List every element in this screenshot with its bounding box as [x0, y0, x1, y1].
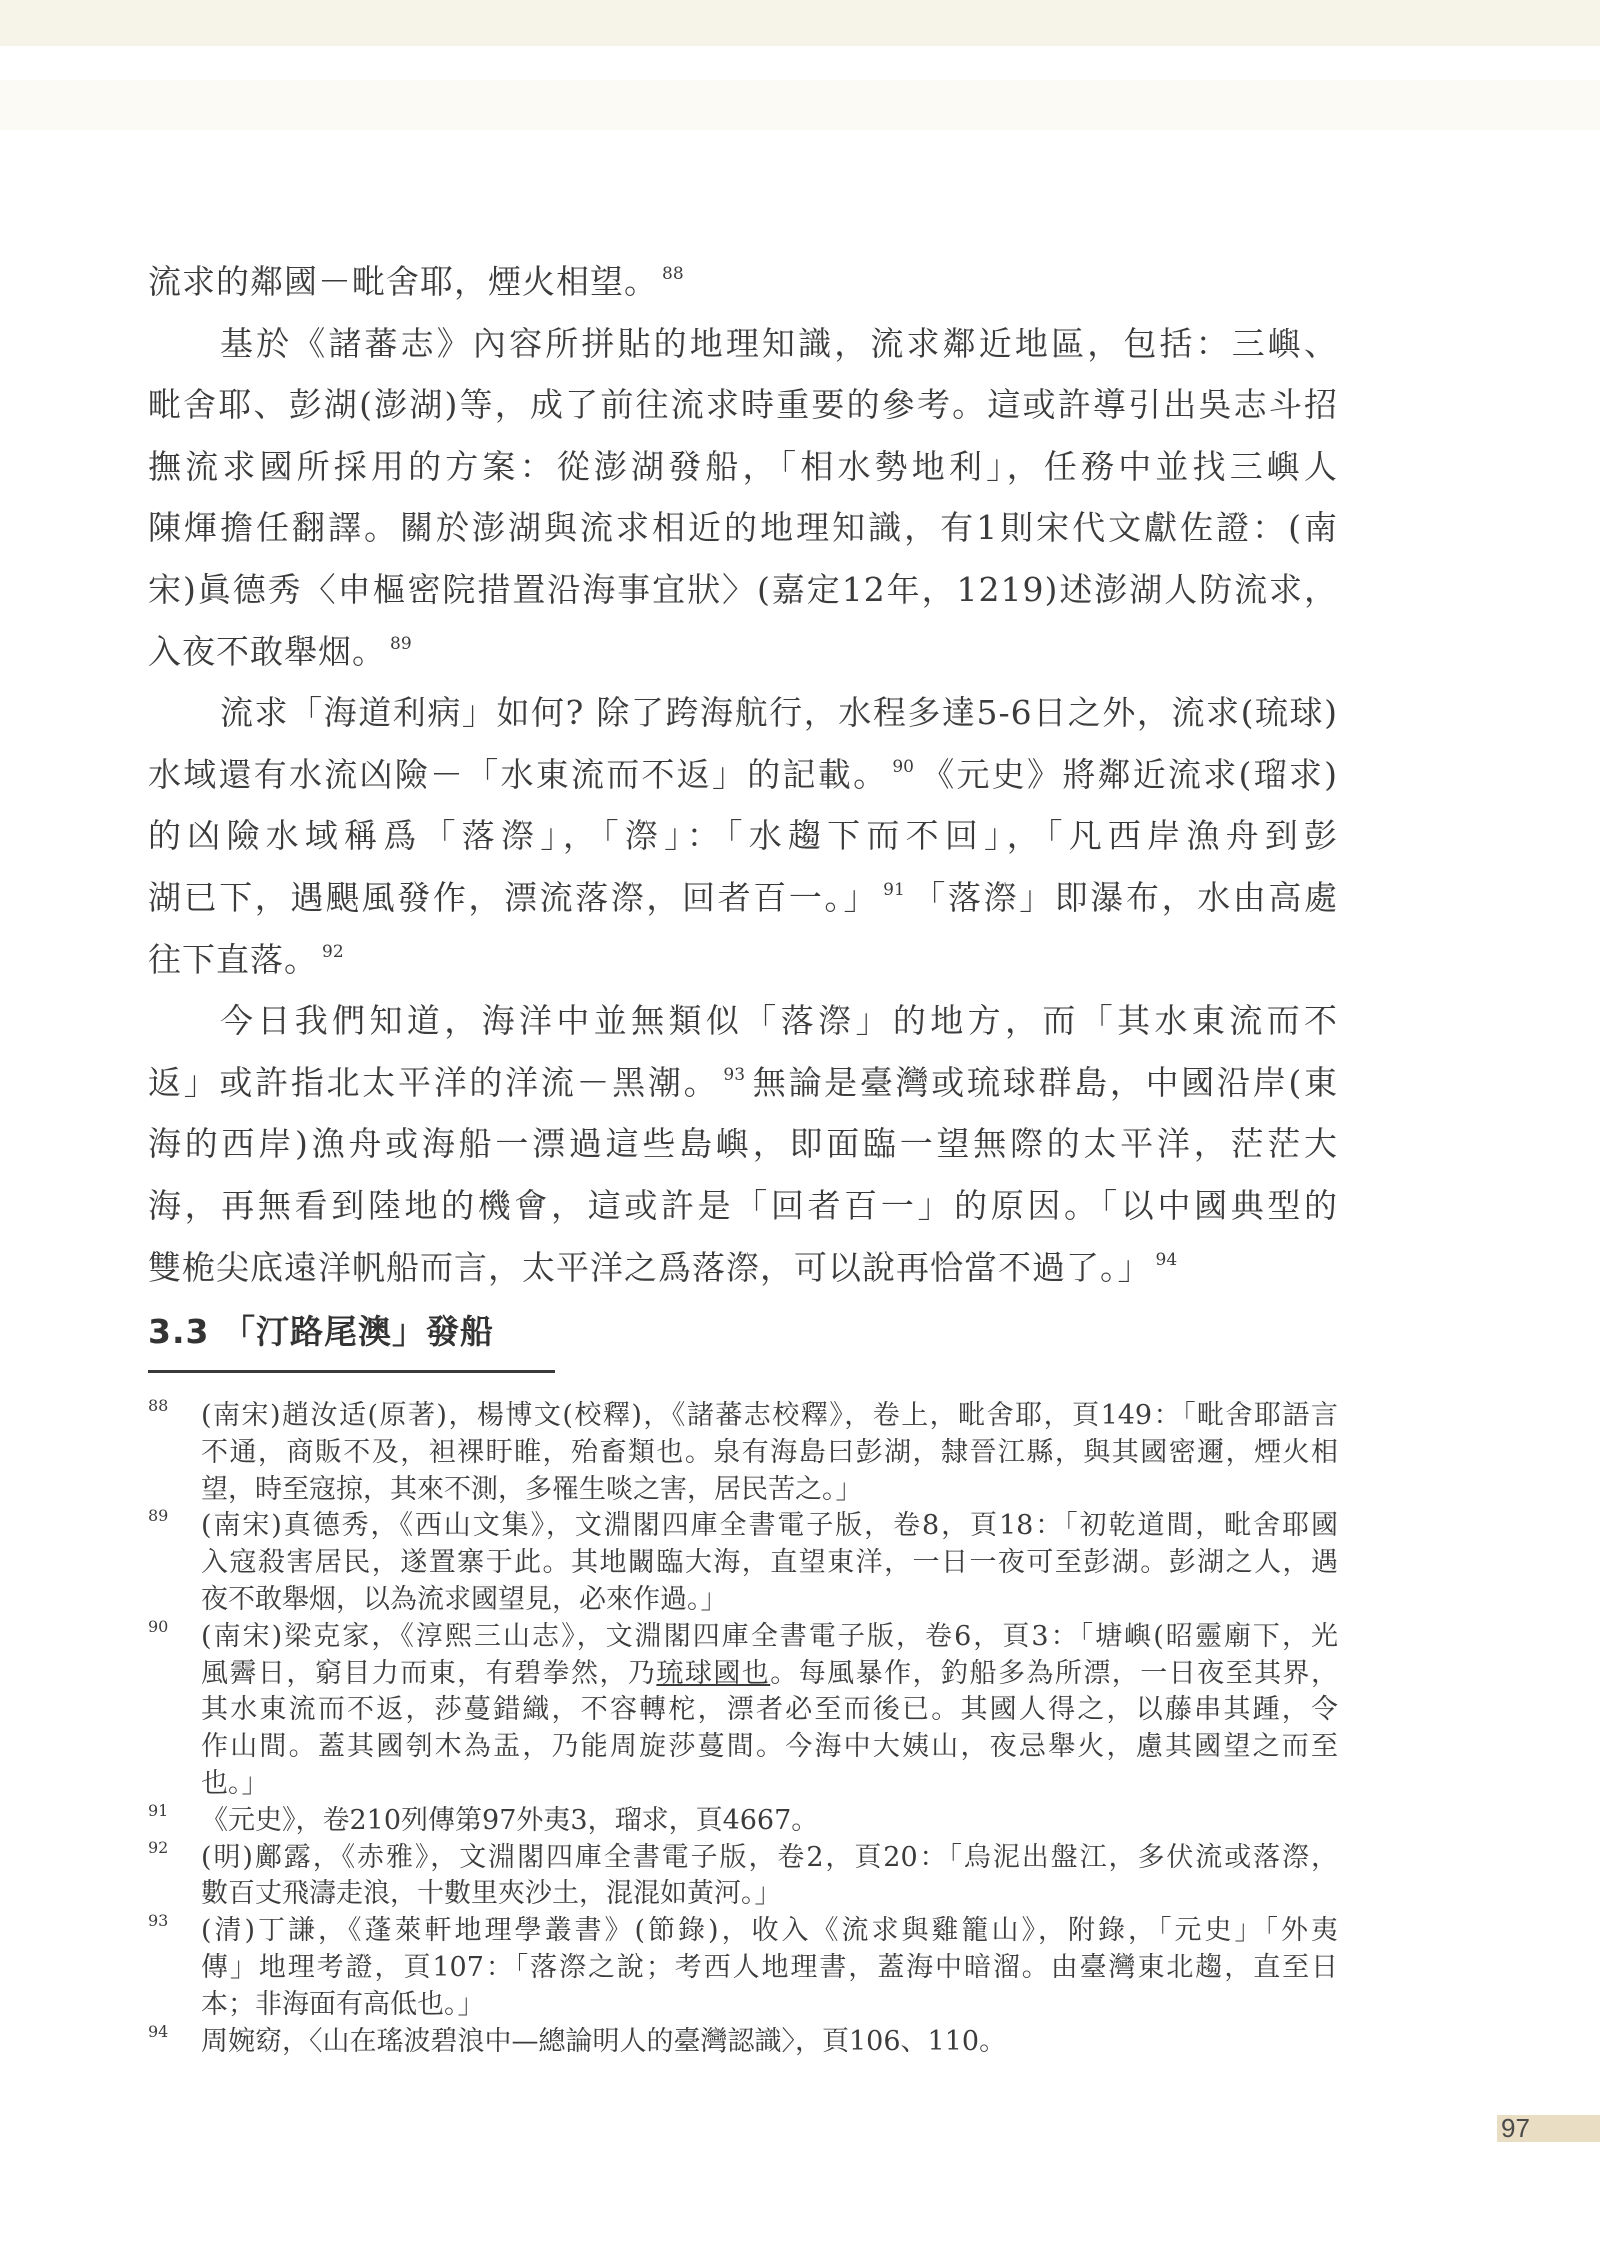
footnote-number: 93 [148, 1911, 169, 1931]
text-run: 。每風暴作，釣船多為所漂，一日夜至其界， [770, 1657, 1339, 1689]
footnote [148, 2021, 1338, 2061]
text-run: 本；非海面有高低也。」 [201, 1988, 485, 2020]
paragraph [148, 682, 1338, 990]
text-line [148, 682, 1338, 744]
text-run: 傳」地理考證，頁107：「落漈之說；考西人地理書，蓋海中暗溜。由臺灣東北趨，直至日 [201, 1951, 1338, 1983]
footnote-line [201, 1840, 1338, 1877]
underlined-text: 琉球國也 [656, 1657, 771, 1689]
footnote-ref[interactable]: 92 [322, 941, 344, 962]
text-run: 毗舍耶、彭湖(澎湖)等，成了前往流求時重要的參考。這或許導引出吳志斗招 [148, 385, 1338, 425]
text-line [148, 1052, 1338, 1114]
section-heading: 3.3 「汀路尾澳」發船 [148, 1312, 494, 1351]
scan-top-band [0, 0, 1600, 46]
text-run: 入寇殺害居民，遂置寨于此。其地闞臨大海，直望東洋，一日一夜可至彭湖。彭湖之人，遇 [201, 1547, 1338, 1579]
footnote [148, 1398, 1338, 1508]
text-run: 往下直落。 [148, 939, 318, 979]
text-run: 夜不敢舉烟，以為流求國望見，必來作過。」 [201, 1583, 728, 1615]
page-number: 97 [1497, 2115, 1600, 2142]
text-line [148, 744, 1338, 806]
footnote [148, 1508, 1338, 1618]
text-run: 作山間。蓋其國刳木為盂，乃能周旋莎蔓間。今海中大姨山，夜忌舉火，慮其國望之而至 [201, 1731, 1338, 1763]
footnote-line [201, 1656, 1338, 1693]
footnote-line [201, 1582, 1338, 1619]
footnote-line [201, 1619, 1338, 1656]
paragraph [148, 313, 1338, 683]
text-run: 海，再無看到陸地的機會，這或許是「回者百一」的原因。「以中國典型的 [148, 1185, 1338, 1225]
text-run: 無論是臺灣或琉球群島，中國沿岸(東 [751, 1062, 1339, 1102]
paragraph [148, 990, 1338, 1298]
text-run: 基於《諸蕃志》內容所拼貼的地理知識，流求鄰近地區，包括：三嶼、 [220, 323, 1338, 363]
text-run: 望，時至寇掠，其來不測，多罹生啖之害，居民苦之。」 [201, 1473, 863, 1505]
text-line [148, 1237, 1338, 1299]
scan-bleed-band [0, 80, 1600, 130]
footnote-line [201, 1472, 1338, 1509]
footnote-line [201, 1398, 1338, 1435]
text-line [148, 805, 1338, 867]
text-line [148, 559, 1338, 621]
footnote-number: 90 [148, 1616, 169, 1636]
footnote-ref[interactable]: 88 [662, 264, 684, 284]
text-line [148, 867, 1338, 929]
footnote-number: 94 [148, 2021, 169, 2041]
text-run: 流求「海道利病」如何? 除了跨海航行，水程多達5-6日之外，流求(琉球) [220, 693, 1338, 733]
footnote-line [201, 1913, 1338, 1950]
footnote-ref[interactable]: 90 [892, 756, 914, 777]
footnote-line [201, 1803, 1338, 1840]
text-run: 《元史》將鄰近流求(瑠求) [919, 754, 1339, 794]
footnote [148, 1913, 1338, 2023]
text-line [148, 313, 1338, 375]
text-run: (明)鄺露，《赤雅》，文淵閣四庫全書電子版，卷2，頁20：「烏泥出盤江，多伏流或落漈， [201, 1841, 1338, 1873]
text-run: (南宋)趙汝适(原著)，楊博文(校釋)，《諸蕃志校釋》，卷上，毗舍耶，頁149：「毗舍耶語言 [201, 1400, 1338, 1431]
footnote-line [201, 1876, 1338, 1913]
text-line [148, 1113, 1338, 1175]
footnote-line [201, 1987, 1338, 2024]
text-run: 入夜不敢舉烟。 [148, 631, 386, 671]
footnote-number: 91 [148, 1800, 169, 1820]
footnote-ref[interactable]: 89 [390, 633, 412, 654]
footnote-ref[interactable]: 91 [883, 879, 905, 900]
text-line [148, 497, 1338, 559]
footnote-line [201, 1766, 1338, 1803]
footnote-line [201, 2024, 1338, 2061]
text-run: 也。」 [201, 1767, 269, 1799]
text-run: 其水東流而不返，莎蔓錯織，不容轉柁，漂者必至而後已。其國人得之，以藤串其踵，令 [201, 1694, 1338, 1726]
footnote [148, 1837, 1338, 1914]
footnote-ref[interactable]: 93 [723, 1064, 746, 1085]
text-run: 周婉窈，〈山在瑤波碧浪中—總論明人的臺灣認識〉，頁106、110。 [201, 2025, 1007, 2057]
footnote-line [201, 1692, 1338, 1729]
heading-underline [148, 1370, 555, 1373]
text-run: 水域還有水流凶險－「水東流而不返」的記載。 [148, 754, 889, 794]
text-run: 「落漈」即瀑布，水由高處 [910, 877, 1339, 917]
text-run: 風霽日，窮目力而東，有碧拳然，乃 [201, 1657, 657, 1689]
footnote-line [201, 1508, 1338, 1545]
text-run: 湖已下，遇颶風發作，漂流落漈，回者百一。」 [148, 877, 880, 917]
footnote [148, 1616, 1339, 1803]
text-run: (南宋)梁克家，《淳熙三山志》，文淵閣四庫全書電子版，卷6，頁3：「塘嶼(昭靈廟下，光 [201, 1620, 1338, 1652]
text-line [148, 436, 1338, 498]
footnote-line [201, 1729, 1338, 1766]
footnote-number: 92 [148, 1837, 169, 1857]
footnote-line [201, 1435, 1338, 1472]
text-run: 宋)眞德秀〈申樞密院措置沿海事宜狀〉(嘉定12年，1219)述澎湖人防流求， [148, 569, 1338, 609]
text-line [148, 1175, 1338, 1237]
text-line [148, 621, 1338, 683]
paragraph [148, 251, 1338, 313]
text-run: 陳煇擔任翻譯。關於澎湖與流求相近的地理知識，有1則宋代文獻佐證：(南 [148, 508, 1338, 548]
footnotes [148, 1398, 1338, 2060]
text-run: (南宋)真德秀，《西山文集》，文淵閣四庫全書電子版，卷8，頁18：「初乾道間，毗舍耶國 [201, 1510, 1338, 1542]
text-run: 的凶險水域稱爲「落漈」，「漈」：「水趨下而不回」，「凡西岸漁舟到彭 [148, 816, 1338, 856]
text-run: 撫流求國所採用的方案：從澎湖發船，「相水勢地利」，任務中並找三嶼人 [148, 446, 1338, 486]
body-text [148, 251, 1338, 1298]
footnote-line [201, 1545, 1338, 1582]
footnote-ref[interactable]: 94 [1155, 1249, 1178, 1270]
text-run: 流求的鄰國－毗舍耶，煙火相望。 [148, 262, 658, 301]
text-run: (清)丁謙，《蓬萊軒地理學叢書》(節錄)，收入《流求與雞籠山》，附錄，「元史」「外夷 [201, 1915, 1338, 1947]
text-run: 海的西岸)漁舟或海船一漂過這些島嶼，即面臨一望無際的太平洋，茫茫大 [148, 1124, 1338, 1164]
text-line [148, 374, 1338, 436]
footnote-line [201, 1950, 1338, 1987]
text-line [148, 251, 1338, 313]
text-run: 返」或許指北太平洋的洋流－黑潮。 [148, 1062, 720, 1102]
footnote-number: 88 [148, 1396, 169, 1415]
text-run: 數百丈飛濤走浪，十數里夾沙土，混混如黃河。」 [201, 1878, 782, 1910]
footnote [148, 1800, 1338, 1840]
text-run: 不通，商販不及，袒裸盱睢，殆畜類也。泉有海島曰彭湖，隸晉江縣，與其國密邇，煙火相 [201, 1436, 1338, 1468]
text-line [148, 929, 1338, 991]
text-line [148, 990, 1338, 1052]
footnote-number: 89 [148, 1506, 169, 1526]
text-run: 《元史》，卷210列傳第97外夷3，瑠求，頁4667。 [201, 1804, 819, 1836]
text-run: 雙桅尖底遠洋帆船而言，太平洋之爲落漈，可以說再恰當不過了。」 [148, 1247, 1152, 1287]
text-run: 今日我們知道，海洋中並無類似「落漈」的地方，而「其水東流而不 [220, 1001, 1338, 1041]
